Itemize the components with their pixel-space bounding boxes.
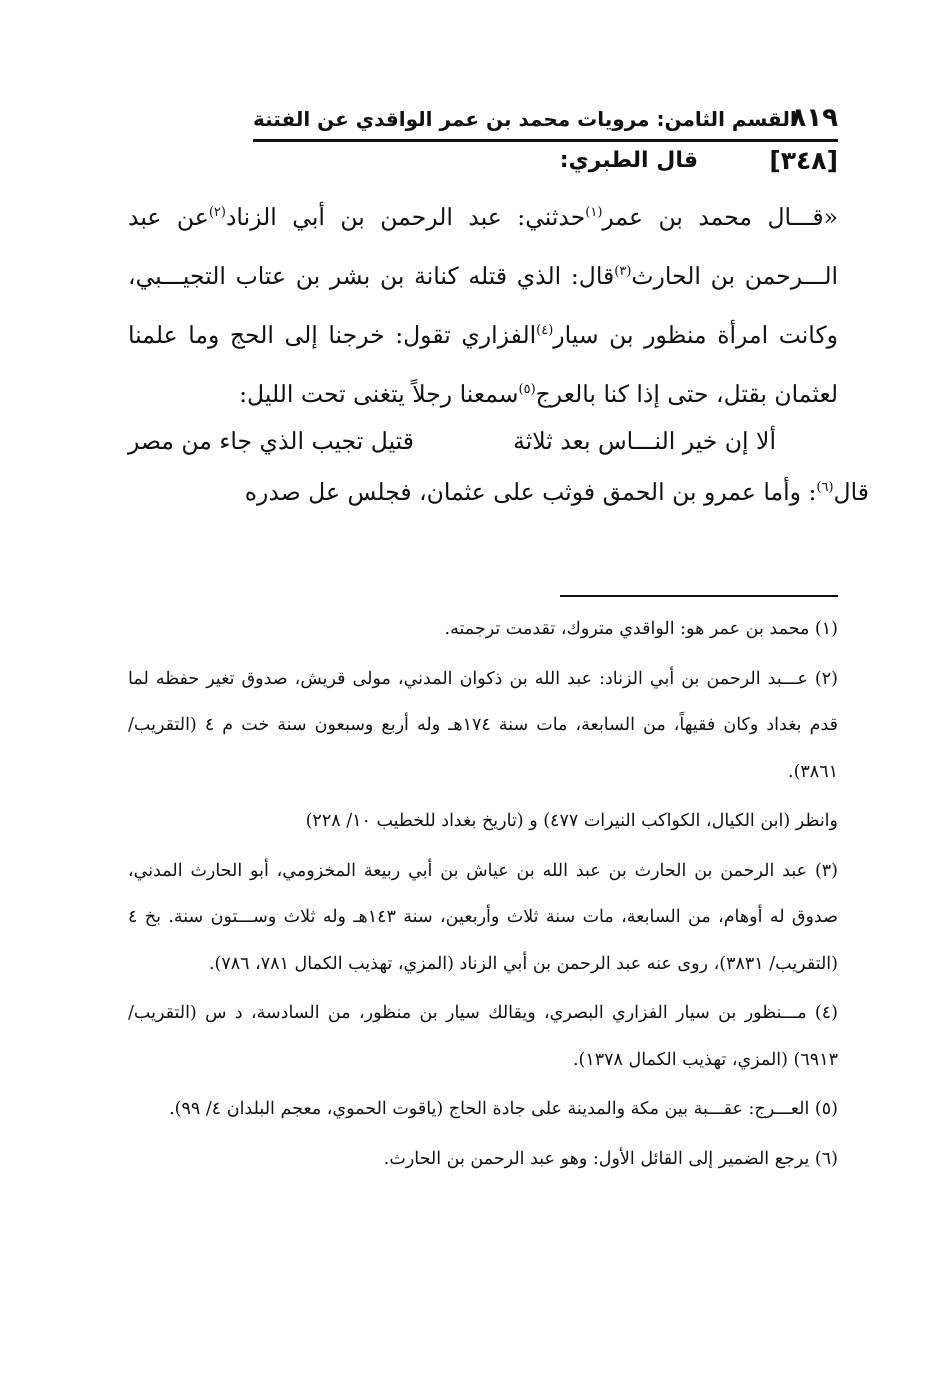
continuation-text: : وأما عمرو بن الحمق فوثب على عثمان، فجلس عل صدره [244,478,817,506]
footnote-ref-6: (٦) [816,480,834,496]
source-label: قال الطبري: [559,148,698,173]
narration-text: الفزاري تقول: خرجنا إلى الحج وما علمنا لعثمان بقتل، حتى إذا كنا بالعرج [128,321,838,408]
footnotes [128,606,838,1185]
footnote-3: (٣) عبد الرحمن بن الحارث بن عبد الله بن عياش بن أبي ربيعة المخزومي، أبو الحارث المدني، صدوق له أوهام، من السابعة، مات سنة ثلاث وأربعين، سنة ١٤٣هـ وله ثلاث وســـتون سنة. بخ ٤ (التقريب/ ٣٨٣١)، روى عنه عبد الرحمن بن أبي الزناد (المزي، تهذيب الكمال ٧٨١، ٧٨٦). [128,860,838,974]
narration-text: قال: الذي قتله كنانة بن بشر بن عتاب التجيـــبي، وكانت امرأة منظور بن سيار [128,262,839,349]
footnote-ref-2: (٢) [208,205,226,221]
entry-number: [٣٤٨] [769,146,838,175]
poem-verse [128,427,838,467]
footnote-5: (٥) العـــرج: عقـــبة بين مكة والمدينة على جادة الحاج (ياقوت الحموي، معجم البلدان ٤/ ٩٩). [169,1099,838,1119]
header-rule [253,139,838,142]
footnote-ref-1: (١) [585,205,603,221]
poem-hemistich-second: قتيل تجيب الذي جاء من مصر [128,427,415,455]
narration-paragraph [128,188,838,424]
footnote-1: (١) محمد بن عمر هو: الواقدي متروك، تقدمت ترجمته. [444,619,838,639]
footnote-6: (٦) يرجع الضمير إلى القائل الأول: وهو عبد الرحمن بن الحارث. [383,1148,838,1169]
continuation-text: قال [833,478,869,506]
footnote-2: (٢) عـــبد الرحمن بن أبي الزناد: عبد الله بن ذكوان المدني، مولى قريش، صدوق تغير حفظه لما قدم بغداد وكان فقيهاً، من السابعة، مات سنة ١٧٤هـ وله أربع وسبعون سنة خت م ٤ (التقريب/ ٣٨٦١). [128,668,838,782]
narration-text: «قـــال محمد بن عمر [602,203,838,231]
running-title: القسم الثامن: مرويات محمد بن عمر الواقدي عن الفتنة [253,107,797,131]
continuation-line [245,478,869,506]
footnote-ref-3: (٣) [614,264,632,280]
narration-text: سمعنا رجلاً يتغنى تحت الليل: [239,380,519,408]
poem-hemistich-first: ألا إن خير النـــاس بعد ثلاثة [513,427,776,455]
footnote-2-continued: وانظر (ابن الكيال، الكواكب النيرات ٤٧٧) و (تاريخ بغداد للخطيب ١٠/ ٢٢٨) [305,811,838,831]
page-number: ٨١٩ [790,103,838,133]
footnote-4: (٤) مـــنظور بن سيار الفزاري البصري، ويقالك سيار بن منظور، من السادسة، د س (التقريب/ ٦٩١٣) (المزي، تهذيب الكمال ١٣٧٨). [128,1003,838,1070]
narration-text: حدثني: عبد الرحمن بن أبي الزناد [225,203,586,231]
entry-heading [338,146,838,186]
footnote-ref-4: (٤) [536,323,554,339]
narration-text: عن عبد الـــرحمن بن الحارث [128,203,839,290]
footnote-ref-5: (٥) [518,382,536,398]
page-header [253,103,838,137]
footnote-separator [560,595,838,597]
